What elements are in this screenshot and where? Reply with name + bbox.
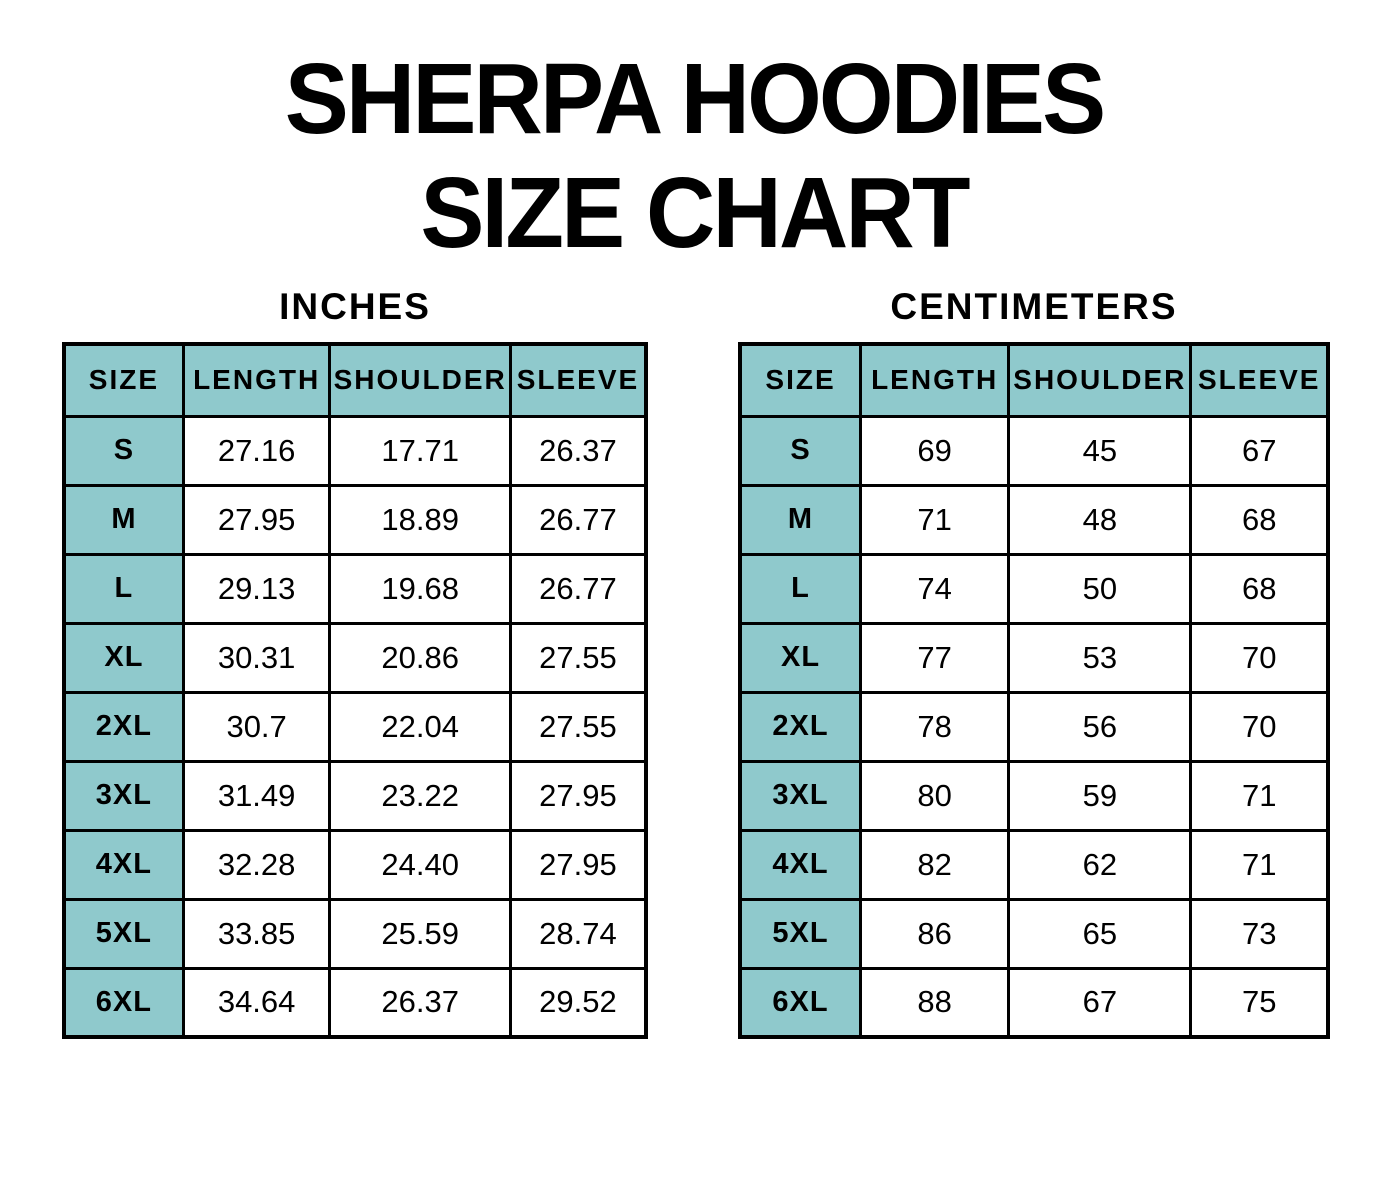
measurement-value-cell: 28.74 <box>510 899 646 968</box>
measurement-value-cell: 29.13 <box>183 554 330 623</box>
inches-label: INCHES <box>279 286 431 327</box>
table-row <box>64 692 646 761</box>
page-title-line-1: SHERPA HOODIES <box>284 43 1104 155</box>
measurement-value-cell: 22.04 <box>330 692 510 761</box>
measurement-value-cell: 26.77 <box>510 554 646 623</box>
measurement-value-cell: 74 <box>861 554 1009 623</box>
size-label-cell: S <box>740 416 861 485</box>
size-label-cell: S <box>64 416 183 485</box>
measurement-value-cell: 29.52 <box>510 968 646 1037</box>
table-row <box>740 968 1328 1037</box>
centimeters-size-table <box>738 342 1330 1039</box>
measurement-value-cell: 45 <box>1009 416 1191 485</box>
table-row <box>740 761 1328 830</box>
measurement-value-cell: 73 <box>1191 899 1328 968</box>
measurement-value-cell: 71 <box>1191 830 1328 899</box>
header-row <box>740 344 1328 416</box>
measurement-value-cell: 30.7 <box>183 692 330 761</box>
measurement-value-cell: 27.95 <box>183 485 330 554</box>
measurement-value-cell: 27.95 <box>510 761 646 830</box>
column-header-sleeve: SLEEVE <box>1191 344 1328 416</box>
measurement-value-cell: 23.22 <box>330 761 510 830</box>
table-row <box>64 968 646 1037</box>
table-row <box>64 485 646 554</box>
table-row <box>740 623 1328 692</box>
measurement-value-cell: 70 <box>1191 692 1328 761</box>
measurement-value-cell: 48 <box>1009 485 1191 554</box>
column-header-sleeve: SLEEVE <box>510 344 646 416</box>
size-label-cell: 5XL <box>64 899 183 968</box>
size-label-cell: 3XL <box>740 761 861 830</box>
measurement-value-cell: 26.77 <box>510 485 646 554</box>
inches-size-table <box>62 342 648 1039</box>
measurement-value-cell: 67 <box>1009 968 1191 1037</box>
table-row <box>64 623 646 692</box>
table-row <box>740 485 1328 554</box>
measurement-value-cell: 88 <box>861 968 1009 1037</box>
measurement-value-cell: 19.68 <box>330 554 510 623</box>
measurement-value-cell: 69 <box>861 416 1009 485</box>
size-label-cell: XL <box>64 623 183 692</box>
size-label-cell: L <box>740 554 861 623</box>
size-label-cell: 2XL <box>740 692 861 761</box>
table-row <box>64 899 646 968</box>
measurement-value-cell: 67 <box>1191 416 1328 485</box>
header-row <box>64 344 646 416</box>
measurement-value-cell: 75 <box>1191 968 1328 1037</box>
table-row <box>64 554 646 623</box>
column-header-length: LENGTH <box>861 344 1009 416</box>
measurement-value-cell: 53 <box>1009 623 1191 692</box>
size-label-cell: 6XL <box>740 968 861 1037</box>
page-title <box>28 0 1360 270</box>
page-title-line-2: SIZE CHART <box>420 157 968 269</box>
measurement-value-cell: 71 <box>1191 761 1328 830</box>
measurement-value-cell: 78 <box>861 692 1009 761</box>
table-row <box>740 554 1328 623</box>
size-label-cell: M <box>740 485 861 554</box>
tables-row <box>0 286 1388 1039</box>
size-label-cell: L <box>64 554 183 623</box>
column-header-size: SIZE <box>64 344 183 416</box>
measurement-value-cell: 80 <box>861 761 1009 830</box>
size-label-cell: 6XL <box>64 968 183 1037</box>
table-row <box>740 692 1328 761</box>
measurement-value-cell: 24.40 <box>330 830 510 899</box>
measurement-value-cell: 56 <box>1009 692 1191 761</box>
table-row <box>64 416 646 485</box>
table-row <box>740 416 1328 485</box>
measurement-value-cell: 82 <box>861 830 1009 899</box>
measurement-value-cell: 68 <box>1191 554 1328 623</box>
column-header-shoulder: SHOULDER <box>1009 344 1191 416</box>
measurement-value-cell: 77 <box>861 623 1009 692</box>
centimeters-table-section <box>738 286 1330 1039</box>
measurement-value-cell: 86 <box>861 899 1009 968</box>
size-label-cell: 3XL <box>64 761 183 830</box>
table-row <box>740 899 1328 968</box>
inches-table-section <box>62 286 648 1039</box>
table-row <box>64 761 646 830</box>
size-label-cell: 2XL <box>64 692 183 761</box>
measurement-value-cell: 18.89 <box>330 485 510 554</box>
measurement-value-cell: 25.59 <box>330 899 510 968</box>
size-label-cell: 5XL <box>740 899 861 968</box>
measurement-value-cell: 65 <box>1009 899 1191 968</box>
measurement-value-cell: 27.55 <box>510 623 646 692</box>
size-label-cell: M <box>64 485 183 554</box>
column-header-size: SIZE <box>740 344 861 416</box>
measurement-value-cell: 17.71 <box>330 416 510 485</box>
measurement-value-cell: 26.37 <box>330 968 510 1037</box>
centimeters-label: CENTIMETERS <box>890 286 1178 327</box>
measurement-value-cell: 50 <box>1009 554 1191 623</box>
measurement-value-cell: 71 <box>861 485 1009 554</box>
size-label-cell: XL <box>740 623 861 692</box>
size-label-cell: 4XL <box>64 830 183 899</box>
measurement-value-cell: 33.85 <box>183 899 330 968</box>
measurement-value-cell: 27.16 <box>183 416 330 485</box>
table-row <box>64 830 646 899</box>
table-row <box>740 830 1328 899</box>
measurement-value-cell: 20.86 <box>330 623 510 692</box>
measurement-value-cell: 70 <box>1191 623 1328 692</box>
column-header-shoulder: SHOULDER <box>330 344 510 416</box>
measurement-value-cell: 68 <box>1191 485 1328 554</box>
size-label-cell: 4XL <box>740 830 861 899</box>
measurement-value-cell: 32.28 <box>183 830 330 899</box>
measurement-value-cell: 30.31 <box>183 623 330 692</box>
measurement-value-cell: 62 <box>1009 830 1191 899</box>
measurement-value-cell: 31.49 <box>183 761 330 830</box>
column-header-length: LENGTH <box>183 344 330 416</box>
measurement-value-cell: 59 <box>1009 761 1191 830</box>
measurement-value-cell: 34.64 <box>183 968 330 1037</box>
measurement-value-cell: 27.95 <box>510 830 646 899</box>
measurement-value-cell: 26.37 <box>510 416 646 485</box>
measurement-value-cell: 27.55 <box>510 692 646 761</box>
